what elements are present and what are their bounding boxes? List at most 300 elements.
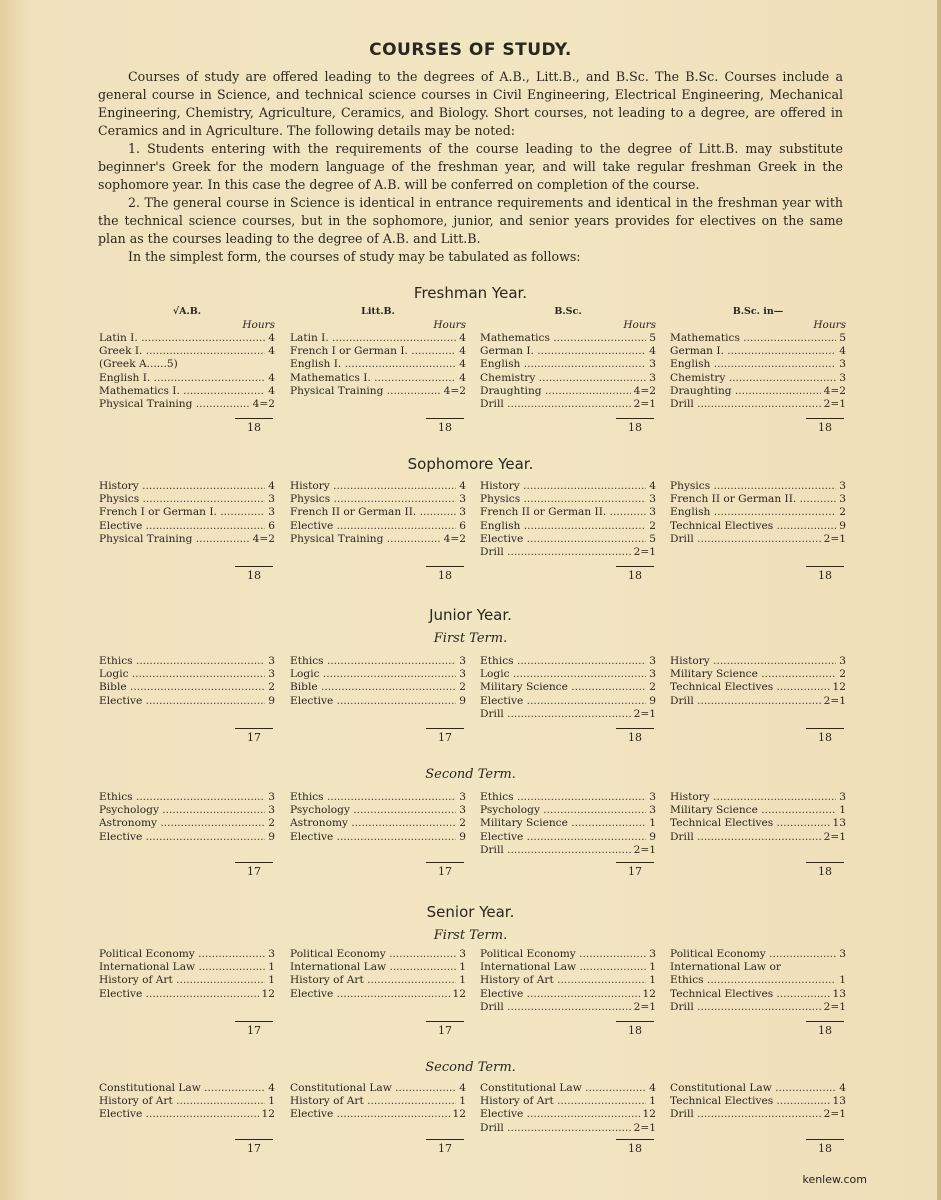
course-name: Logic .....	[99, 668, 265, 681]
course-row	[290, 533, 466, 546]
course-row	[99, 358, 275, 371]
course-row	[290, 948, 466, 961]
course-hours: 2=1	[823, 532, 846, 545]
course-name: Drill .....	[480, 708, 631, 721]
course-name: Bible .....	[99, 681, 265, 694]
total-rule	[616, 566, 654, 567]
intro-paragraph: 1. Students entering with the requirements of the course leading to the degree of Litt.B. may substitute beginner's Greek for the modern language of the freshman year, and will take regular freshman Greek in the sophomore year. In this case the degree of A.B. will be conferred on completion of the course.	[98, 141, 843, 192]
course-name: Physics .....	[99, 493, 265, 506]
course-row	[480, 398, 656, 411]
course-row	[99, 520, 275, 533]
course-hours: 4=2	[252, 397, 275, 410]
total-rule	[806, 1139, 844, 1140]
course-hours: 3	[839, 480, 846, 492]
junior-second-column	[290, 791, 466, 844]
course-row	[290, 332, 466, 345]
course-row	[290, 345, 466, 358]
course-row	[670, 791, 846, 804]
course-hours: 3	[649, 791, 656, 803]
total-hours: 17	[247, 1024, 261, 1037]
freshman-column	[99, 305, 275, 411]
course-hours: 9	[459, 830, 466, 843]
course-name: Bible .....	[290, 681, 456, 694]
course-hours: 1	[649, 974, 656, 987]
course-hours: 9	[649, 830, 656, 843]
course-hours: 2	[839, 506, 846, 519]
course-hours: 3	[459, 804, 466, 817]
total-hours: 18	[628, 1142, 642, 1155]
course-row	[480, 988, 656, 1001]
course-row	[480, 791, 656, 804]
course-row	[290, 506, 466, 519]
course-row	[670, 345, 846, 358]
course-hours: 3	[459, 493, 466, 506]
course-hours: 1	[649, 1095, 656, 1108]
course-name: Physics .....	[670, 480, 836, 493]
senior-second-term-title: Second Term.	[425, 1060, 516, 1075]
course-hours: 2	[268, 681, 275, 694]
course-hours: 2=1	[823, 1108, 846, 1121]
course-row	[480, 493, 656, 506]
course-name: Ethics .....	[99, 655, 265, 668]
course-hours: 2	[649, 519, 656, 532]
course-hours: 1	[839, 804, 846, 817]
course-name: Constitutional Law .....	[290, 1082, 456, 1095]
course-row	[670, 1082, 846, 1095]
course-name: History .....	[99, 480, 265, 493]
course-hours: 3	[459, 506, 466, 519]
course-name: Mathematics I. .....	[290, 372, 456, 385]
senior-first-column	[480, 948, 656, 1014]
course-name: French II or German II. .....	[670, 493, 836, 506]
course-hours: 4	[459, 480, 466, 492]
total-hours: 18	[628, 421, 642, 434]
course-row	[670, 668, 846, 681]
total-rule	[426, 1021, 464, 1022]
intro-paragraph: 2. The general course in Science is identical in entrance requirements and identical in the freshman year with the technical science courses, but in the sophomore, junior, and senior years provides for electives on the same plan as the courses leading to the degree of A.B. and Litt.B.	[98, 195, 843, 246]
course-row	[480, 358, 656, 371]
intro-paragraph: In the simplest form, the courses of study may be tabulated as follows:	[128, 249, 581, 264]
course-row	[670, 506, 846, 519]
total-rule	[616, 1139, 654, 1140]
course-name: English I. .....	[290, 358, 456, 371]
course-row	[99, 804, 275, 817]
total-rule	[806, 728, 844, 729]
course-name: Political Economy .....	[99, 948, 265, 961]
total-hours: 17	[438, 1024, 452, 1037]
course-name: Chemistry .....	[480, 372, 646, 385]
course-name: History of Art .....	[480, 974, 646, 987]
course-hours: 4	[459, 358, 466, 371]
total-rule	[235, 418, 273, 419]
course-hours: 4	[649, 480, 656, 492]
junior-first-column	[480, 655, 656, 721]
course-name: Elective .....	[99, 831, 265, 844]
course-name: Logic .....	[290, 668, 456, 681]
course-row	[99, 332, 275, 345]
course-row	[290, 961, 466, 974]
total-hours: 18	[247, 421, 261, 434]
course-hours: 4	[649, 1082, 656, 1094]
course-hours: 1	[839, 974, 846, 987]
course-name: Elective .....	[480, 1108, 640, 1121]
course-name: Psychology .....	[480, 804, 646, 817]
course-name: International Law .....	[290, 961, 456, 974]
course-row	[480, 961, 656, 974]
course-name: History of Art .....	[99, 974, 265, 987]
junior-second-term-title: Second Term.	[425, 767, 516, 782]
total-rule	[426, 728, 464, 729]
course-name: Ethics .....	[290, 655, 456, 668]
course-row	[290, 655, 466, 668]
course-name: Astronomy .....	[290, 817, 456, 830]
course-row	[670, 533, 846, 546]
course-hours: 12	[452, 1108, 466, 1121]
course-name: Latin I. .....	[99, 332, 265, 345]
course-hours: 2=1	[633, 397, 656, 410]
total-hours: 18	[818, 1142, 832, 1155]
course-hours: 12	[832, 681, 846, 694]
course-row	[480, 332, 656, 345]
course-row	[480, 1095, 656, 1108]
course-row	[670, 520, 846, 533]
course-row	[670, 695, 846, 708]
course-row	[290, 520, 466, 533]
course-row	[99, 506, 275, 519]
freshman-column	[290, 305, 466, 398]
course-name: Constitutional Law .....	[480, 1082, 646, 1095]
course-name: Constitutional Law .....	[99, 1082, 265, 1095]
course-name: Greek I. .....	[99, 345, 265, 358]
total-rule	[235, 566, 273, 567]
course-row	[480, 695, 656, 708]
course-hours: 4	[268, 480, 275, 492]
course-row	[480, 668, 656, 681]
course-hours: 1	[268, 1095, 275, 1108]
senior-second-column	[290, 1082, 466, 1122]
course-name: Physics .....	[290, 493, 456, 506]
course-row	[670, 988, 846, 1001]
course-row	[290, 358, 466, 371]
course-hours: 4=2	[252, 532, 275, 545]
course-name: Technical Electives .....	[670, 1095, 830, 1108]
course-row	[670, 493, 846, 506]
total-hours: 17	[438, 731, 452, 744]
course-hours: 3	[839, 791, 846, 803]
course-name: Elective .....	[290, 1108, 450, 1121]
course-name: English .....	[480, 358, 646, 371]
course-hours: 2=1	[633, 545, 656, 558]
course-name: English .....	[670, 358, 836, 371]
course-hours: 4	[839, 345, 846, 358]
junior-first-column	[670, 655, 846, 708]
course-name: Ethics .....	[480, 791, 646, 804]
course-row	[99, 695, 275, 708]
course-name: History .....	[670, 791, 836, 804]
course-hours: 3	[459, 655, 466, 667]
course-row	[480, 520, 656, 533]
course-row	[480, 831, 656, 844]
total-hours: 18	[438, 421, 452, 434]
course-row	[290, 681, 466, 694]
course-name: Psychology .....	[290, 804, 456, 817]
course-row	[290, 817, 466, 830]
course-name: Draughting .....	[480, 385, 631, 398]
course-hours: 3	[839, 493, 846, 506]
course-row	[99, 533, 275, 546]
course-hours: 2=1	[633, 707, 656, 720]
course-name: History .....	[480, 480, 646, 493]
course-row	[480, 804, 656, 817]
course-hours: 4	[459, 371, 466, 384]
course-row	[290, 695, 466, 708]
course-name: Technical Electives .....	[670, 988, 830, 1001]
course-hours: 2=1	[823, 830, 846, 843]
course-hours: 2=1	[823, 694, 846, 707]
course-name: Political Economy .....	[480, 948, 646, 961]
course-name: Astronomy .....	[99, 817, 265, 830]
course-row	[670, 398, 846, 411]
course-hours: 4	[268, 1082, 275, 1094]
course-name: Physical Training .....	[290, 385, 441, 398]
sophomore-column	[99, 480, 275, 546]
total-rule	[235, 1021, 273, 1022]
course-name: Elective .....	[480, 533, 646, 546]
senior-second-column	[480, 1082, 656, 1135]
total-rule	[616, 418, 654, 419]
total-hours: 17	[247, 731, 261, 744]
course-hours: 3	[268, 506, 275, 519]
course-hours: 5	[839, 332, 846, 344]
course-row	[670, 804, 846, 817]
degree-header: Litt.B.	[361, 306, 395, 317]
total-rule	[806, 418, 844, 419]
course-row	[99, 372, 275, 385]
freshman-column	[480, 305, 656, 411]
total-rule	[426, 566, 464, 567]
course-name: German I. .....	[480, 345, 646, 358]
course-hours: 1	[459, 961, 466, 974]
course-row	[99, 1082, 275, 1095]
course-row	[670, 480, 846, 493]
course-hours: 3	[839, 948, 846, 960]
total-rule	[616, 1021, 654, 1022]
course-name: German I. .....	[670, 345, 836, 358]
course-name: Drill .....	[480, 844, 631, 857]
course-row	[290, 791, 466, 804]
course-hours: 4	[649, 345, 656, 358]
course-name: Drill .....	[670, 1001, 821, 1014]
course-hours: 6	[268, 519, 275, 532]
course-hours: 2=1	[823, 1000, 846, 1013]
course-row	[480, 345, 656, 358]
course-name: Ethics .....	[670, 974, 836, 987]
course-name: Latin I. .....	[290, 332, 456, 345]
course-row	[290, 668, 466, 681]
course-hours: 12	[642, 1108, 656, 1121]
course-row	[670, 358, 846, 371]
course-row	[480, 1122, 656, 1135]
course-row	[290, 372, 466, 385]
course-name: Technical Electives .....	[670, 520, 836, 533]
course-name: English .....	[670, 506, 836, 519]
course-name: French I or German I. .....	[99, 506, 265, 519]
course-hours: 2=1	[633, 1000, 656, 1013]
course-row	[670, 385, 846, 398]
course-name: History .....	[670, 655, 836, 668]
course-hours: 12	[642, 987, 656, 1000]
course-name: Technical Electives .....	[670, 817, 830, 830]
course-name: Elective .....	[480, 988, 640, 1001]
course-name: Drill .....	[670, 533, 821, 546]
course-hours: 9	[459, 694, 466, 707]
course-row	[670, 948, 846, 961]
course-hours: 3	[268, 804, 275, 817]
course-name: Logic .....	[480, 668, 646, 681]
junior-second-column	[480, 791, 656, 857]
senior-second-column	[99, 1082, 275, 1122]
course-name: Physical Training .....	[290, 533, 441, 546]
course-hours: 2	[268, 817, 275, 830]
course-hours: 3	[649, 668, 656, 681]
course-name: Draughting .....	[670, 385, 821, 398]
course-row	[99, 974, 275, 987]
total-rule	[616, 728, 654, 729]
course-name: Physical Training .....	[99, 533, 250, 546]
course-row	[290, 1082, 466, 1095]
course-row	[99, 385, 275, 398]
course-name: Military Science .....	[670, 668, 836, 681]
degree-header: B.Sc. in—	[732, 306, 784, 317]
course-row	[290, 804, 466, 817]
total-hours: 18	[818, 865, 832, 878]
course-name: Mathematics .....	[670, 332, 836, 345]
course-hours: 9	[268, 694, 275, 707]
course-name: Drill .....	[480, 546, 631, 559]
course-name: Elective .....	[290, 988, 450, 1001]
course-hours: 1	[459, 1095, 466, 1108]
course-row	[290, 974, 466, 987]
course-hours: 4	[268, 384, 275, 397]
course-row	[99, 1095, 275, 1108]
course-hours: 1	[649, 961, 656, 974]
course-name: (Greek A......5)	[99, 358, 178, 371]
course-name: Elective .....	[99, 1108, 259, 1121]
junior-first-term-title: First Term.	[433, 631, 508, 646]
course-name: English I. .....	[99, 372, 265, 385]
senior-first-column	[99, 948, 275, 1001]
senior-second-column	[670, 1082, 846, 1122]
hours-label: Hours	[242, 319, 275, 331]
course-hours: 2=1	[633, 843, 656, 856]
course-hours: 3	[649, 358, 656, 371]
course-row	[99, 1108, 275, 1121]
course-hours: 1	[268, 961, 275, 974]
course-name: History of Art .....	[99, 1095, 265, 1108]
course-hours: 3	[649, 948, 656, 960]
course-hours: 3	[268, 791, 275, 803]
course-name: Elective .....	[99, 695, 265, 708]
course-row	[670, 817, 846, 830]
course-name: Ethics .....	[480, 655, 646, 668]
senior-year-title: Senior Year.	[426, 903, 515, 921]
total-rule	[806, 566, 844, 567]
course-name: Physics .....	[480, 493, 646, 506]
course-row	[480, 506, 656, 519]
course-hours: 2=1	[823, 397, 846, 410]
course-row	[480, 974, 656, 987]
course-row	[290, 385, 466, 398]
senior-first-term-title: First Term.	[433, 928, 508, 943]
course-hours: 12	[261, 987, 275, 1000]
course-hours: 13	[832, 987, 846, 1000]
course-row	[480, 480, 656, 493]
course-hours: 2	[649, 681, 656, 694]
course-name: International Law .....	[480, 961, 646, 974]
intro-paragraph: Courses of study are offered leading to the degrees of A.B., Litt.B., and B.Sc. The B.Sc. Courses include a general course in Science, and technical science courses in Civil Engineering, Electrical Engineering, Mechanical Engineering, Chemistry, Agriculture, Ceramics, and Biology. Short courses, not leading to a degree, are offered in Ceramics and in Agriculture. The following details may be noted:	[98, 69, 843, 138]
course-name: French I or German I. .....	[290, 345, 456, 358]
course-hours: 4	[268, 345, 275, 358]
total-hours: 17	[247, 865, 261, 878]
total-rule	[235, 1139, 273, 1140]
course-name: Ethics .....	[99, 791, 265, 804]
course-hours: 1	[649, 817, 656, 830]
total-hours: 18	[247, 569, 261, 582]
total-hours: 18	[818, 569, 832, 582]
course-hours: 3	[839, 655, 846, 667]
course-row	[670, 372, 846, 385]
sophomore-column	[670, 480, 846, 546]
course-name: French II or German II. .....	[480, 506, 646, 519]
course-hours: 4	[459, 332, 466, 344]
freshman-year-title: Freshman Year.	[413, 284, 528, 302]
course-name: Mathematics I. .....	[99, 385, 265, 398]
course-row	[480, 948, 656, 961]
course-row	[99, 493, 275, 506]
course-row	[670, 831, 846, 844]
course-hours: 6	[459, 519, 466, 532]
course-row	[99, 961, 275, 974]
total-rule	[616, 862, 654, 863]
course-row	[480, 817, 656, 830]
hours-label: Hours	[433, 319, 466, 331]
course-hours: 3	[268, 655, 275, 667]
course-name: Elective .....	[290, 831, 456, 844]
course-hours: 13	[832, 1095, 846, 1108]
sophomore-year-title: Sophomore Year.	[407, 455, 534, 473]
course-name: Elective .....	[480, 695, 646, 708]
course-row	[99, 398, 275, 411]
senior-first-column	[670, 948, 846, 1014]
course-hours: 3	[839, 371, 846, 384]
course-row	[480, 708, 656, 721]
course-hours: 4	[459, 345, 466, 358]
course-hours: 3	[649, 493, 656, 506]
hours-label: Hours	[813, 319, 846, 331]
course-hours: 3	[459, 668, 466, 681]
course-name: Psychology .....	[99, 804, 265, 817]
course-name: History of Art .....	[480, 1095, 646, 1108]
junior-year-title: Junior Year.	[429, 606, 512, 624]
course-name: Elective .....	[290, 695, 456, 708]
course-name: Chemistry .....	[670, 372, 836, 385]
course-name: Mathematics .....	[480, 332, 646, 345]
course-name: Physical Training .....	[99, 398, 250, 411]
course-row	[290, 1108, 466, 1121]
course-row	[670, 961, 846, 974]
senior-first-column	[290, 948, 466, 1001]
course-name: Drill .....	[480, 1001, 631, 1014]
